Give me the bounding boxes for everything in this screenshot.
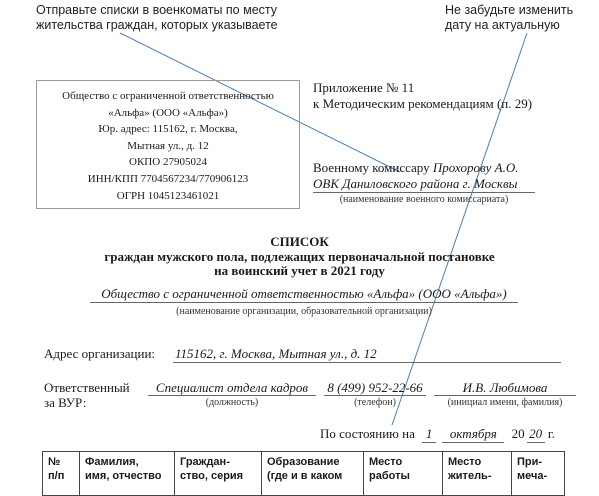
address-value: 115162, г. Москва, Мытная ул., д. 12	[173, 345, 561, 363]
status-prefix: По состоянию на	[320, 426, 415, 441]
header-workplace: Место работы	[364, 452, 443, 496]
organization-stamp-box	[36, 80, 300, 209]
addressee-prefix: Военному комиссару	[313, 160, 433, 175]
status-year-prefix: 20	[511, 426, 525, 441]
right-annotation	[445, 3, 573, 33]
appendix-line-1: Приложение № 11	[313, 80, 415, 95]
responsible-label	[44, 380, 130, 410]
commissar-name: Прохорову А.О.	[432, 160, 519, 175]
responsible-position: Специалист отдела кадров	[148, 380, 316, 396]
header-full-name: Фамилия, имя, отчество	[80, 452, 175, 496]
responsible-name: И.В. Любимова	[434, 380, 576, 396]
name-caption: (инициал имени, фамилия)	[447, 397, 563, 408]
organization-name: Общество с ограниченной ответственностью «Альфа» (ООО «Альфа»)	[90, 285, 518, 303]
appendix-line-2: к Методическим рекомендациям (п. 29)	[313, 96, 533, 111]
table-header-row	[43, 452, 565, 496]
status-day: 1	[422, 425, 436, 443]
header-notes: При- меча-	[512, 452, 565, 496]
appendix-reference	[313, 80, 532, 112]
header-residence: Место житель-	[443, 452, 512, 496]
title-line-2: граждан мужского пола, подлежащих первоначальной постановке	[104, 248, 495, 264]
status-date	[320, 425, 555, 443]
status-year-suffix: 20	[527, 425, 545, 443]
title-line-3: на воинский учет в 2021 году	[214, 263, 385, 278]
status-month: октября	[442, 425, 504, 443]
left-annotation-line-2: жительства граждан, которых указываете	[36, 18, 278, 32]
org-box-line: «Альфа» (ООО «Альфа»)	[108, 106, 228, 119]
right-annotation-line-1: Не забудьте изменить	[445, 3, 574, 17]
organization-caption: (наименование организации, образовательной организации)	[176, 306, 432, 317]
org-box-line: Юр. адрес: 115162, г. Москва,	[98, 123, 238, 136]
responsible-label-line-2: за ВУР:	[44, 395, 87, 410]
header-number: № п/п	[43, 452, 80, 496]
addressee	[313, 160, 535, 193]
org-box-line: Общество с ограниченной ответственностью	[62, 90, 274, 102]
position-caption: (должность)	[205, 397, 259, 408]
document-title	[0, 235, 599, 279]
org-box-line: ОГРН 1045123461021	[116, 189, 220, 202]
org-box-line: ОКПО 27905024	[129, 156, 207, 169]
responsible-label-line-1: Ответственный	[44, 380, 130, 395]
header-education: Образование (где и в каком	[262, 452, 364, 496]
left-annotation-line-1: Отправьте списки в военкоматы по месту	[36, 3, 278, 17]
responsible-phone: 8 (499) 952-22-66	[324, 380, 426, 396]
phone-caption: (телефон)	[354, 397, 396, 408]
org-box-line: Мытная ул., д. 12	[127, 139, 209, 152]
commissariat-name: ОВК Даниловского района г. Москвы	[313, 176, 535, 193]
status-year-unit: г.	[547, 426, 555, 441]
header-citizenship: Граждан- ство, серия	[175, 452, 262, 496]
left-annotation	[36, 3, 278, 33]
title-line-1: СПИСОК	[270, 234, 329, 249]
address-label: Адрес организации:	[44, 346, 156, 361]
commissariat-caption: (наименование военного комиссариата)	[339, 194, 509, 205]
conscripts-table	[42, 451, 565, 496]
right-annotation-line-2: дату на актуальную	[445, 18, 560, 32]
org-box-line: ИНН/КПП 7704567234/770906123	[87, 172, 249, 185]
addressee-line-1	[313, 160, 535, 176]
